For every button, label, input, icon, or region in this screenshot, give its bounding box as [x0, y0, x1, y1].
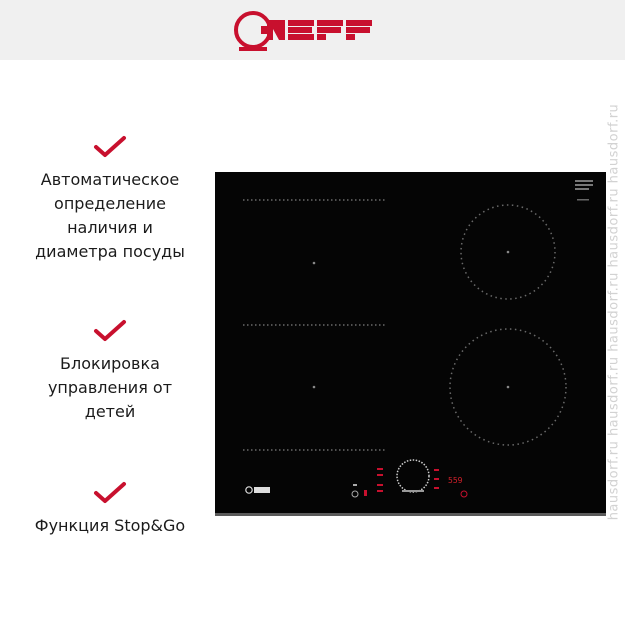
- display-led: [434, 478, 439, 480]
- brand-header: [0, 0, 625, 60]
- induction-hob-image: [215, 172, 606, 516]
- twistpad-control: [397, 460, 429, 492]
- watermark-text: hausdorf.ru hausdorf.ru hausdorf.ru hausdorf.ru hausdorf.ru: [606, 103, 622, 521]
- checkmark-icon: [92, 134, 128, 160]
- display-led: [364, 490, 367, 496]
- feature-text: Блокировка управления от детей: [47, 354, 173, 421]
- product-sticker: [577, 199, 589, 201]
- feature-text: Автоматическое определение наличия и диаметра посуды: [35, 170, 185, 261]
- hob-surface: [215, 172, 606, 513]
- feature-child-lock: [0, 318, 220, 424]
- display-led: [377, 484, 383, 486]
- watermark: [603, 0, 625, 625]
- zone-center-dot: [507, 386, 510, 389]
- timer-icon: [461, 491, 467, 497]
- display-led: [434, 487, 439, 489]
- power-icon: [352, 491, 358, 497]
- feature-text: Функция Stop&Go: [34, 516, 186, 535]
- neff-logo: [233, 5, 393, 59]
- zone-center-dot: [313, 262, 316, 265]
- product-sticker: [575, 188, 589, 190]
- display-led: [377, 490, 383, 492]
- checkmark-icon: [92, 480, 128, 506]
- checkmark-icon: [92, 318, 128, 344]
- display-led: [377, 474, 383, 476]
- display-led: [434, 469, 439, 471]
- control-symbol: [402, 490, 424, 492]
- hob-neff-badge: [246, 487, 270, 493]
- control-symbol: [353, 484, 357, 486]
- zone-center-dot: [313, 386, 316, 389]
- feature-stop-and-go: [0, 480, 220, 538]
- neff-logo-mark: [233, 5, 393, 55]
- product-sticker: [575, 184, 593, 186]
- product-sticker: [575, 180, 593, 182]
- display-led: [377, 468, 383, 470]
- zone-center-dot: [507, 251, 510, 254]
- feature-auto-detection: [0, 134, 220, 264]
- timer-display: 559: [448, 476, 463, 485]
